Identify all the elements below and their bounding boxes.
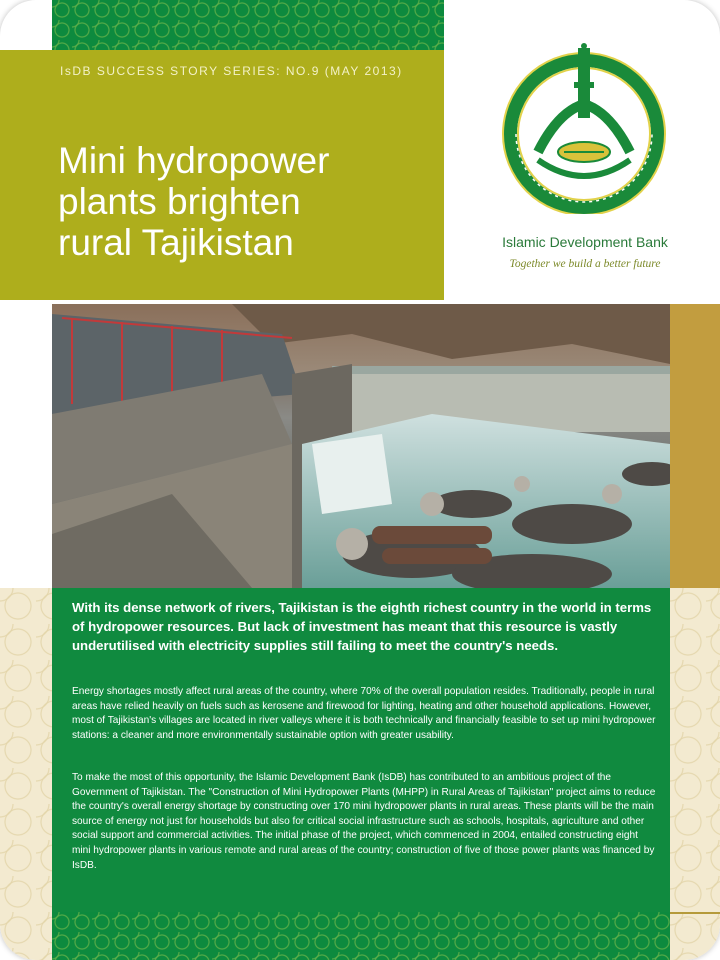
- series-label: [60, 64, 440, 78]
- organization-name: Islamic Development Bank: [502, 234, 668, 250]
- body-paragraph-2: To make the most of this opportunity, the Islamic Development Bank (IsDB) has contributed to an ambitious project of the Government of Tajikistan. The "Construction of Mini Hydropower Plants (MHPP) in Rural Areas of Tajikistan" project aims to reduce the country's overall energy shortage by constructing over 170 mini hydropower plants in rural areas. These plants will be the main source of energy not just for households but also for critical social infrastructure such as schools, hospitals, agriculture and other social support and commercial activities. The initial phase of the project, which commenced in 2004, entailed constructing eight mini hydropower plants in various remote and rural areas of the country; construction of five of those power plants was financed by IsDB.: [72, 772, 656, 871]
- body-paragraph-1: Energy shortages mostly affect rural areas of the country, where 70% of the overall population resides. Traditionally, people in rural areas have relied heavily on fuels such as kerosene and firewood for lighting, heating and other household applications. However, most of Tajikistan's villages are located in river valleys where it is both technically and financially feasible to set up mini hydropower stations: a cleaner and more environmentally sustainable option with greater usability.: [72, 686, 656, 741]
- headline-line-1: Mini hydropower: [58, 140, 330, 181]
- series-date: (MAY 2013): [324, 64, 403, 78]
- left-pattern-margin: [0, 588, 52, 960]
- right-pattern-margin: [670, 588, 720, 960]
- hydropower-photo: [52, 304, 670, 588]
- series-text: IsDB SUCCESS STORY SERIES: NO.9: [60, 64, 320, 78]
- gold-accent-tab: [670, 304, 720, 588]
- page-title: [58, 140, 438, 263]
- headline-line-3: rural Tajikistan: [58, 222, 294, 263]
- top-pattern-strip: [52, 0, 444, 50]
- bottom-gold-rule: [670, 912, 720, 914]
- headline-line-2: plants brighten: [58, 181, 301, 222]
- organization-tagline: Together we build a better future: [509, 258, 661, 270]
- lead-paragraph: With its dense network of rivers, Tajikistan is the eighth richest country in the world in terms of hydropower resources. But lack of investment has meant that this resource is vastly underutilised with electricity supplies still failing to meet the country's needs.: [72, 600, 652, 653]
- bottom-pattern-strip: [52, 912, 670, 960]
- isdb-logo-icon: [498, 42, 670, 214]
